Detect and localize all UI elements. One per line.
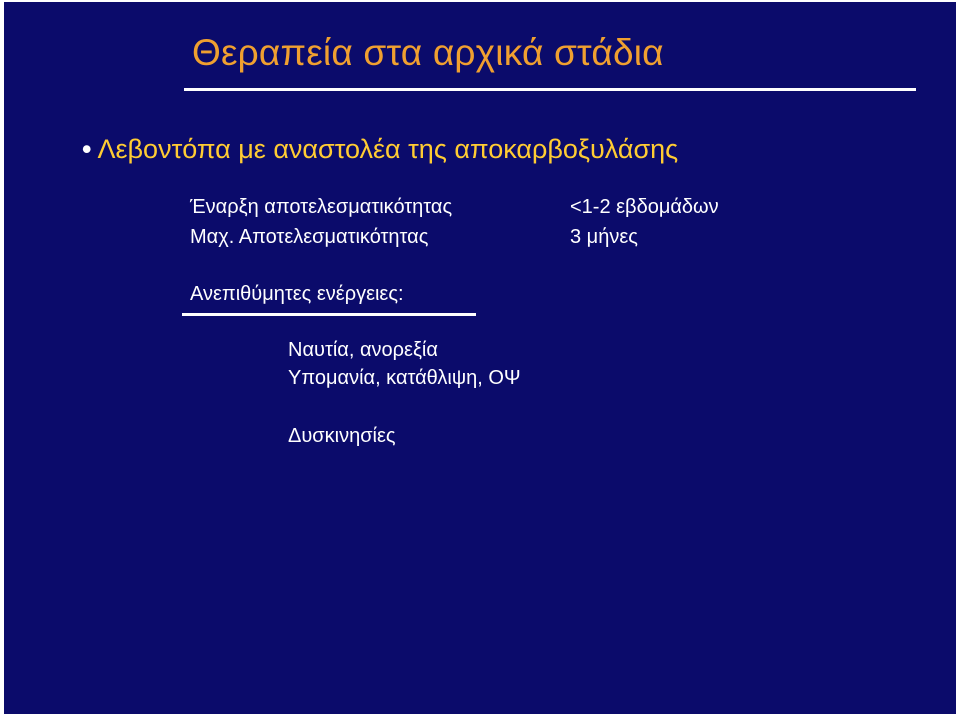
onset-value: <1-2 εβδομάδων <box>570 196 719 218</box>
max-effect-label: Μαχ. Αποτελεσματικότητας <box>190 226 429 248</box>
slide-title: Θεραπεία στα αρχικά στάδια <box>192 32 664 73</box>
side-effects-heading: Ανεπιθύμητες ενέργειες: <box>190 283 404 305</box>
onset-label: Έναρξη αποτελεσματικότητας <box>190 196 453 218</box>
bullet-icon: • <box>82 134 92 164</box>
bullet-item <box>82 134 678 165</box>
side-effect-item: Ναυτία, ανορεξία <box>288 339 438 361</box>
side-effect-item: Υπομανία, κατάθλιψη, ΟΨ <box>288 367 521 389</box>
side-effect-item: Δυσκινησίες <box>288 425 396 447</box>
side-effects-underline <box>182 313 476 316</box>
bullet-text: Λεβοντόπα με αναστολέα της αποκαρβοξυλάσης <box>97 134 679 164</box>
title-underline <box>184 88 916 91</box>
slide <box>4 2 956 714</box>
max-effect-value: 3 μήνες <box>570 226 638 248</box>
